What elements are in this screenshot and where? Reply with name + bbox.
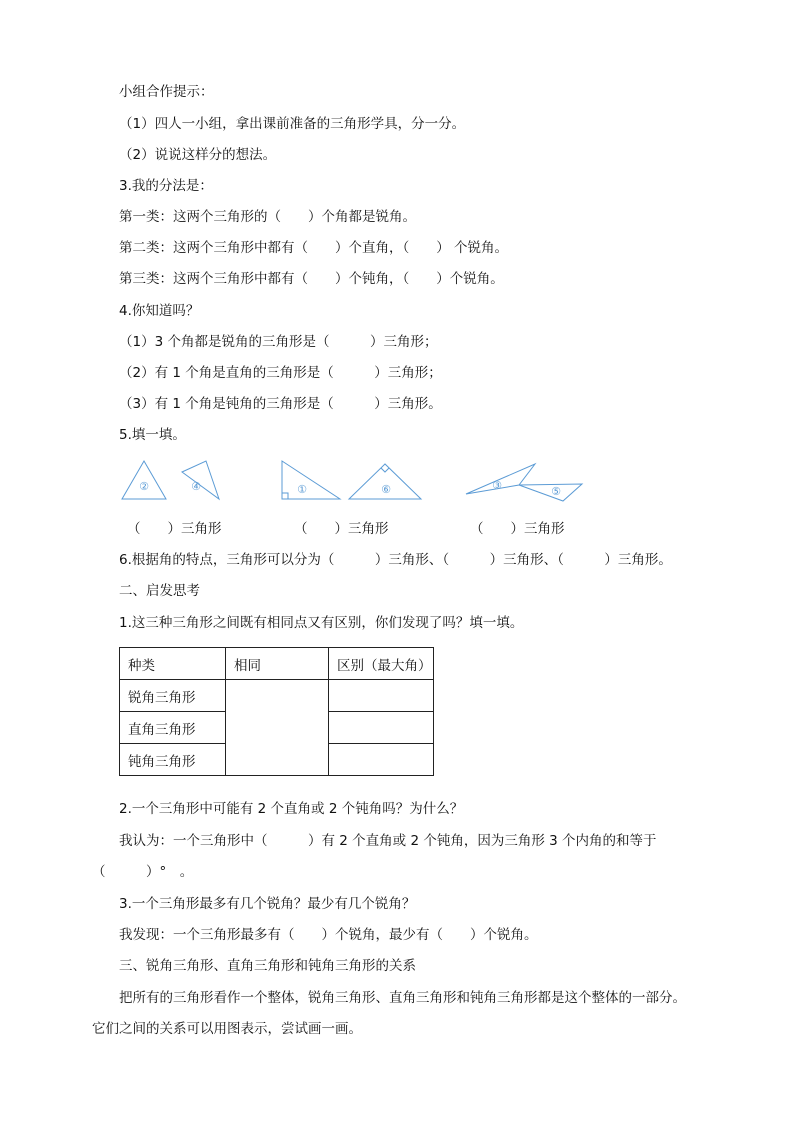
s2-q2-answer-b: （ ）° 。: [92, 864, 194, 880]
s2-q3-answer: 我发现：一个三角形最多有（ ）个锐角，最少有（ ）个锐角。: [119, 927, 538, 943]
triangle-figures: [0, 455, 794, 510]
table-row-label: 直角三角形: [120, 712, 226, 744]
table-cell-diff: [329, 744, 434, 776]
tips-title: 小组合作提示：: [119, 84, 214, 100]
s2-q2: 2.一个三角形中可能有 2 个直角或 2 个钝角吗？为什么？: [119, 801, 464, 817]
q4-item-2: （2）有 1 个角是直角的三角形是（ ）三角形；: [119, 365, 442, 381]
triangle-label-2: ②: [139, 480, 149, 493]
table-row-label: 钝角三角形: [120, 744, 226, 776]
q5-title: 5.填一填。: [119, 427, 186, 443]
table-header-row: [120, 648, 434, 680]
s2-q2-answer-a: 我认为：一个三角形中（ ）有 2 个直角或 2 个钝角，因为三角形 3 个内角的和等于: [119, 833, 657, 849]
q4-item-3: （3）有 1 个角是钝角的三角形是（ ）三角形。: [119, 396, 442, 412]
q6: 6.根据角的特点，三角形可以分为（ ）三角形、（ ）三角形、（ ）三角形。: [119, 552, 672, 568]
table-cell-same: [226, 680, 329, 776]
table-cell-diff: [329, 712, 434, 744]
s3-paragraph-2: 它们之间的关系可以用图表示，尝试画一画。: [92, 1021, 362, 1037]
triangle-label-6: ⑥: [381, 483, 391, 496]
right-angle-mark-1: [282, 493, 288, 499]
section-2-title: 二、启发思考: [119, 583, 200, 599]
s2-q3: 3.一个三角形最多有几个锐角？最少有几个锐角？: [119, 896, 416, 912]
tip-2: （2）说说这样分的想法。: [119, 147, 277, 163]
q5-answer-1: （ ）三角形: [127, 521, 222, 537]
q5-answer-2: （ ）三角形: [294, 521, 389, 537]
q3-class-3: 第三类：这两个三角形中都有（ ）个钝角，（ ）个锐角。: [119, 271, 504, 287]
table-row-label: 锐角三角形: [120, 680, 226, 712]
s3-paragraph-1: 把所有的三角形看作一个整体，锐角三角形、直角三角形和钝角三角形都是这个整体的一部分。: [119, 990, 686, 1006]
triangle-label-1: ①: [297, 483, 307, 496]
table-header-same: 相同: [226, 648, 329, 680]
triangle-label-5: ⑤: [551, 485, 561, 498]
table-row: [120, 680, 434, 712]
right-angle-mark-6: [381, 468, 389, 472]
q3-class-2: 第二类：这两个三角形中都有（ ）个直角，（ ） 个锐角。: [119, 240, 509, 256]
table-header-kind: 种类: [120, 648, 226, 680]
q4-title: 4.你知道吗？: [119, 303, 200, 319]
q3-title: 3.我的分法是：: [119, 178, 213, 194]
s2-q1: 1.这三种三角形之间既有相同点又有区别，你们发现了吗？填一填。: [119, 615, 524, 631]
section-3-title: 三、锐角三角形、直角三角形和钝角三角形的关系: [119, 958, 416, 974]
table-header-diff: 区别（最大角）: [329, 648, 434, 680]
q5-answer-3: （ ）三角形: [470, 521, 565, 537]
q4-item-1: （1）3 个角都是锐角的三角形是（ ）三角形；: [119, 334, 438, 350]
table-cell-diff: [329, 680, 434, 712]
q3-class-1: 第一类：这两个三角形的（ ）个角都是锐角。: [119, 209, 416, 225]
triangle-label-4: ④: [191, 480, 201, 493]
triangle-1: [282, 461, 340, 499]
tip-1: （1）四人一小组，拿出课前准备的三角形学具，分一分。: [119, 116, 466, 132]
triangle-label-3: ③: [492, 479, 502, 492]
triangles-svg: [0, 455, 794, 510]
comparison-table: [119, 647, 434, 776]
